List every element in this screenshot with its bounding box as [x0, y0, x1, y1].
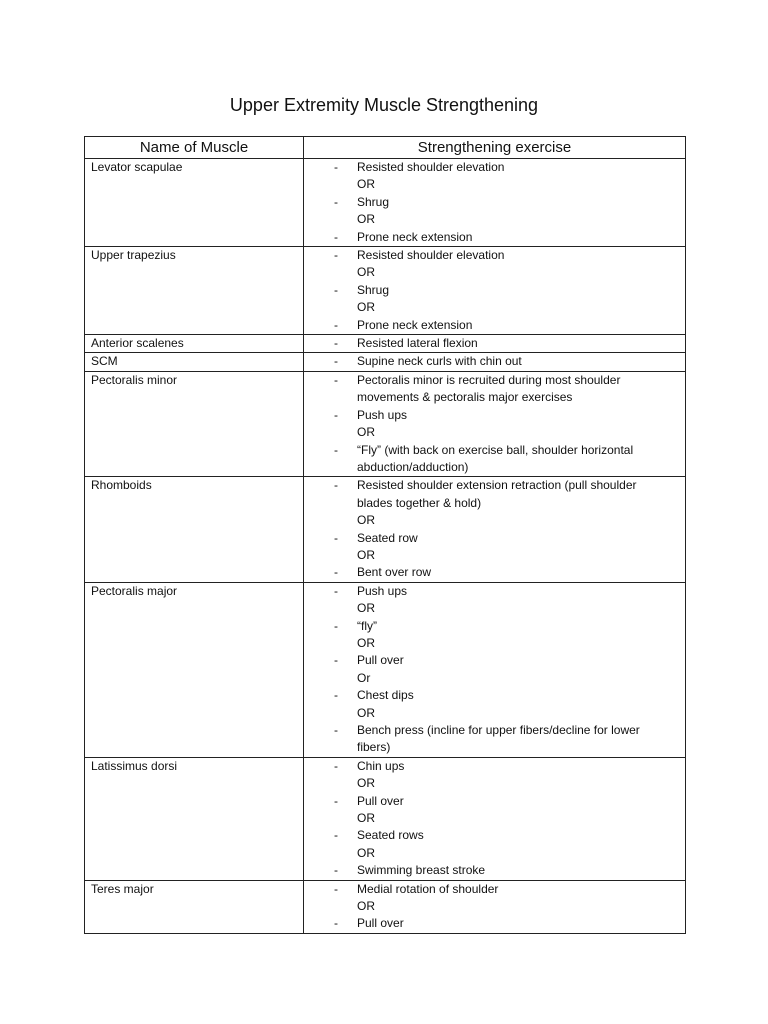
exercise-text: Pull over: [357, 916, 404, 931]
dash-bullet: -: [334, 828, 338, 843]
dash-bullet: -: [334, 282, 338, 297]
header-muscle: Name of Muscle: [85, 137, 304, 159]
exercise-list: [304, 247, 686, 335]
dash-bullet: [304, 810, 357, 827]
header-exercise: Strengthening exercise: [304, 137, 686, 159]
dash-bullet: [304, 424, 357, 441]
exercise-list: [304, 353, 686, 371]
exercise-line: [304, 335, 685, 352]
dash-bullet: -: [334, 478, 338, 493]
muscle-name: Pectoralis minor: [85, 371, 304, 476]
exercise-text: OR: [357, 899, 375, 914]
exercise-text: Shrug: [357, 194, 390, 209]
exercise-line: [304, 775, 685, 792]
muscle-name: Pectoralis major: [85, 582, 304, 757]
exercise-line: [304, 915, 685, 932]
dash-bullet: [304, 512, 357, 529]
exercise-text: OR: [357, 601, 375, 616]
dash-bullet: [304, 705, 357, 722]
dash-bullet: [304, 547, 357, 564]
exercise-text: Medial rotation of shoulder: [357, 881, 499, 896]
exercise-list: [304, 335, 686, 353]
table-row: [85, 582, 686, 757]
exercise-text: Seated rows: [357, 828, 424, 843]
exercise-text: Pectoralis minor is recruited during most shoulder movements & pectoralis major exercises: [357, 372, 621, 405]
exercise-text: Or: [357, 670, 371, 685]
exercise-text: Seated row: [357, 530, 418, 545]
exercise-list: [304, 159, 686, 247]
exercise-line: [304, 687, 685, 704]
muscle-name: Teres major: [85, 880, 304, 933]
exercise-text: OR: [357, 811, 375, 826]
table-header-row: [85, 137, 686, 159]
exercise-line: [304, 353, 685, 370]
exercise-list: [304, 880, 686, 933]
exercise-line: [304, 477, 685, 512]
exercise-text: Push ups: [357, 407, 408, 422]
exercise-text: Resisted shoulder extension retraction (pull shoulder blades together & hold): [357, 478, 637, 510]
dash-bullet: [304, 299, 357, 316]
exercise-text: Chin ups: [357, 758, 405, 773]
exercise-line: [304, 299, 685, 316]
exercise-line: [304, 247, 685, 264]
dash-bullet: [304, 600, 357, 617]
exercise-line: [304, 862, 685, 879]
exercise-line: [304, 512, 685, 529]
table-row: [85, 880, 686, 933]
exercise-text: Pull over: [357, 653, 404, 668]
exercise-text: Bent over row: [357, 565, 432, 580]
exercise-line: [304, 583, 685, 600]
exercise-text: OR: [357, 212, 375, 227]
dash-bullet: -: [334, 336, 338, 351]
exercise-line: [304, 810, 685, 827]
exercise-text: OR: [357, 776, 375, 791]
table-row: [85, 371, 686, 476]
exercise-text: Bench press (incline for upper fibers/decline for lower fibers): [357, 723, 640, 755]
exercise-line: [304, 424, 685, 441]
table-row: [85, 247, 686, 335]
dash-bullet: -: [334, 618, 338, 633]
dash-bullet: -: [334, 653, 338, 668]
exercise-line: [304, 229, 685, 246]
table-body: [85, 159, 686, 934]
exercise-line: [304, 547, 685, 564]
dash-bullet: [304, 635, 357, 652]
exercise-line: [304, 881, 685, 898]
exercise-text: Chest dips: [357, 688, 414, 703]
exercise-text: OR: [357, 635, 375, 650]
exercise-text: Shrug: [357, 282, 390, 297]
dash-bullet: -: [334, 583, 338, 598]
exercise-text: Prone neck extension: [357, 229, 473, 244]
dash-bullet: [304, 898, 357, 915]
muscle-name: Latissimus dorsi: [85, 757, 304, 880]
exercise-text: Resisted lateral flexion: [357, 336, 478, 351]
exercise-text: Resisted shoulder elevation: [357, 248, 505, 263]
exercise-text: Pull over: [357, 793, 404, 808]
exercise-line: [304, 758, 685, 775]
exercise-line: [304, 211, 685, 228]
exercise-line: [304, 176, 685, 193]
dash-bullet: -: [334, 863, 338, 878]
dash-bullet: -: [334, 194, 338, 209]
dash-bullet: [304, 264, 357, 281]
exercise-line: [304, 442, 685, 477]
exercise-line: [304, 845, 685, 862]
muscle-name: Anterior scalenes: [85, 335, 304, 353]
exercise-line: [304, 618, 685, 635]
exercise-text: OR: [357, 845, 375, 860]
exercise-text: OR: [357, 265, 375, 280]
exercise-text: OR: [357, 513, 375, 528]
dash-bullet: -: [334, 354, 338, 369]
table-row: [85, 335, 686, 353]
exercise-text: Push ups: [357, 583, 408, 598]
dash-bullet: -: [334, 723, 338, 737]
exercise-text: Resisted shoulder elevation: [357, 160, 505, 174]
table-row: [85, 353, 686, 371]
exercise-line: [304, 194, 685, 211]
table-row: [85, 757, 686, 880]
exercise-line: [304, 827, 685, 844]
dash-bullet: -: [334, 160, 338, 174]
exercise-line: [304, 670, 685, 687]
exercise-line: [304, 264, 685, 281]
table-row: [85, 159, 686, 247]
exercise-text: “fly”: [357, 618, 377, 633]
dash-bullet: -: [334, 881, 338, 896]
exercise-line: [304, 407, 685, 424]
exercise-text: Swimming breast stroke: [357, 863, 486, 878]
muscle-name: SCM: [85, 353, 304, 371]
muscle-name: Upper trapezius: [85, 247, 304, 335]
exercise-text: OR: [357, 300, 375, 315]
dash-bullet: -: [334, 758, 338, 773]
dash-bullet: -: [334, 565, 338, 580]
dash-bullet: -: [334, 229, 338, 244]
dash-bullet: -: [334, 916, 338, 931]
exercise-list: [304, 371, 686, 476]
exercise-text: Prone neck extension: [357, 317, 473, 332]
dash-bullet: -: [334, 317, 338, 332]
dash-bullet: [304, 211, 357, 228]
exercise-line: [304, 898, 685, 915]
exercise-list: [304, 582, 686, 757]
dash-bullet: -: [334, 407, 338, 422]
exercise-list: [304, 757, 686, 880]
exercise-text: “Fly” (with back on exercise ball, shoulder horizontal abduction/adduction): [357, 442, 634, 474]
exercise-text: OR: [357, 425, 375, 440]
muscle-table: [84, 136, 686, 934]
table-row: [85, 477, 686, 582]
dash-bullet: -: [334, 530, 338, 545]
exercise-line: [304, 652, 685, 669]
exercise-text: Supine neck curls with chin out: [357, 354, 522, 369]
exercise-text: OR: [357, 547, 375, 562]
exercise-line: [304, 635, 685, 652]
dash-bullet: -: [334, 688, 338, 703]
page-title: Upper Extremity Muscle Strengthening: [229, 95, 539, 115]
exercise-line: [304, 564, 685, 581]
exercise-line: [304, 372, 685, 407]
muscle-name: Levator scapulae: [85, 159, 304, 247]
exercise-text: OR: [357, 705, 375, 720]
exercise-line: [304, 722, 685, 757]
dash-bullet: -: [334, 442, 338, 457]
exercise-line: [304, 600, 685, 617]
exercise-line: [304, 705, 685, 722]
exercise-text: OR: [357, 177, 375, 192]
exercise-line: [304, 530, 685, 547]
dash-bullet: [304, 176, 357, 193]
dash-bullet: -: [334, 372, 338, 387]
dash-bullet: [304, 775, 357, 792]
exercise-line: [304, 159, 685, 176]
exercise-line: [304, 317, 685, 334]
exercise-line: [304, 793, 685, 810]
dash-bullet: -: [334, 248, 338, 263]
exercise-line: [304, 282, 685, 299]
muscle-name: Rhomboids: [85, 477, 304, 582]
exercise-list: [304, 477, 686, 582]
dash-bullet: [304, 845, 357, 862]
dash-bullet: [304, 670, 357, 687]
dash-bullet: -: [334, 793, 338, 808]
